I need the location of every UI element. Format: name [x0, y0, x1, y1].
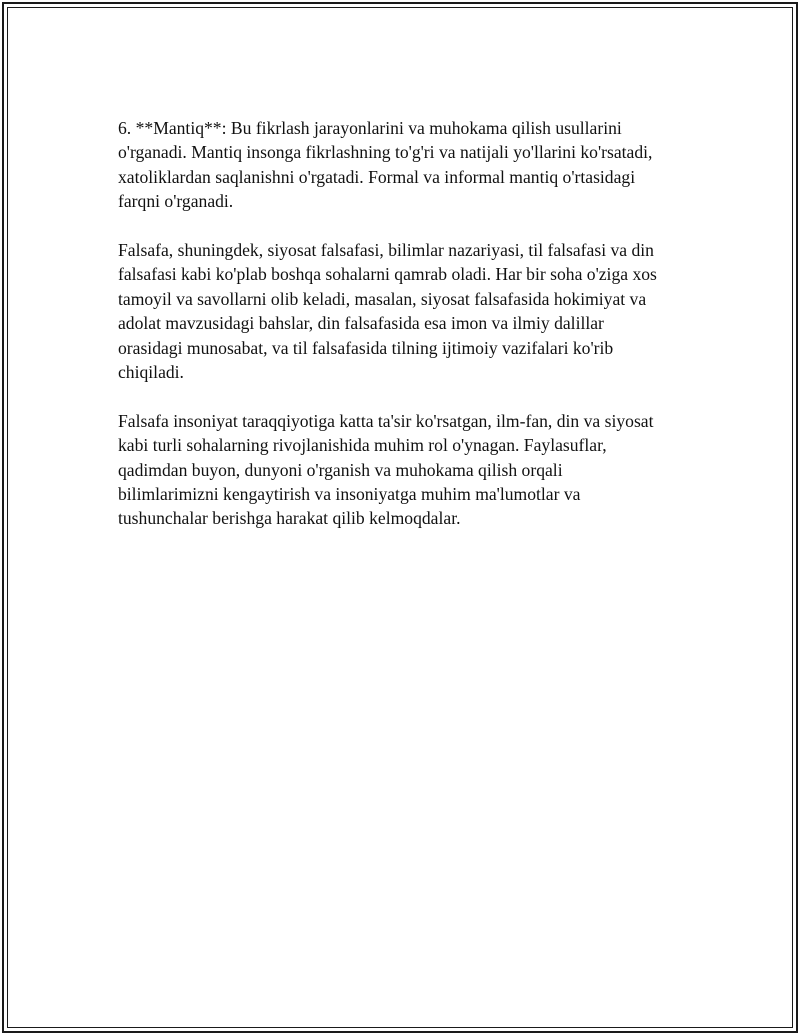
paragraph-falsafa-sohalari: Falsafa, shuningdek, siyosat falsafasi, bilimlar nazariyasi, til falsafasi va din falsafasi kabi ko'plab boshqa sohalarni qamrab oladi. Har bir soha o'ziga xos tamoyil va savollarni olib keladi, masalan, siyosat falsafasida hokimiyat va adolat mavzusidagi bahslar, din falsafasida esa imon va ilmiy dalillar orasidagi munosabat, va til falsafasida tilning ijtimoiy vazifalari ko'rib chiqiladi.: [118, 240, 657, 383]
paragraph-falsafa-tasiri: Falsafa insoniyat taraqqiyotiga katta ta'sir ko'rsatgan, ilm-fan, din va siyosat kabi turli sohalarning rivojlanishida muhim rol o'ynagan. Faylasuflar, qadimdan buyon, dunyoni o'rganish va muhokama qilish orqali bilimlarimizni kengaytirish va insoniyatga muhim ma'lumotlar va tushunchalar berishga harakat qilib kelmoqdalar.: [118, 410, 654, 529]
document-body: [118, 116, 698, 555]
paragraph-mantiq: 6. **Mantiq**: Bu fikrlash jarayonlarini va muhokama qilish usullarini o'rganadi. Mantiq insonga fikrlashning to'g'ri va natijali yo'llarini ko'rsatadi, xatoliklardan saqlanishni o'rgatadi. Formal va informal mantiq o'rtasidagi farqni o'rganadi.: [118, 118, 653, 212]
